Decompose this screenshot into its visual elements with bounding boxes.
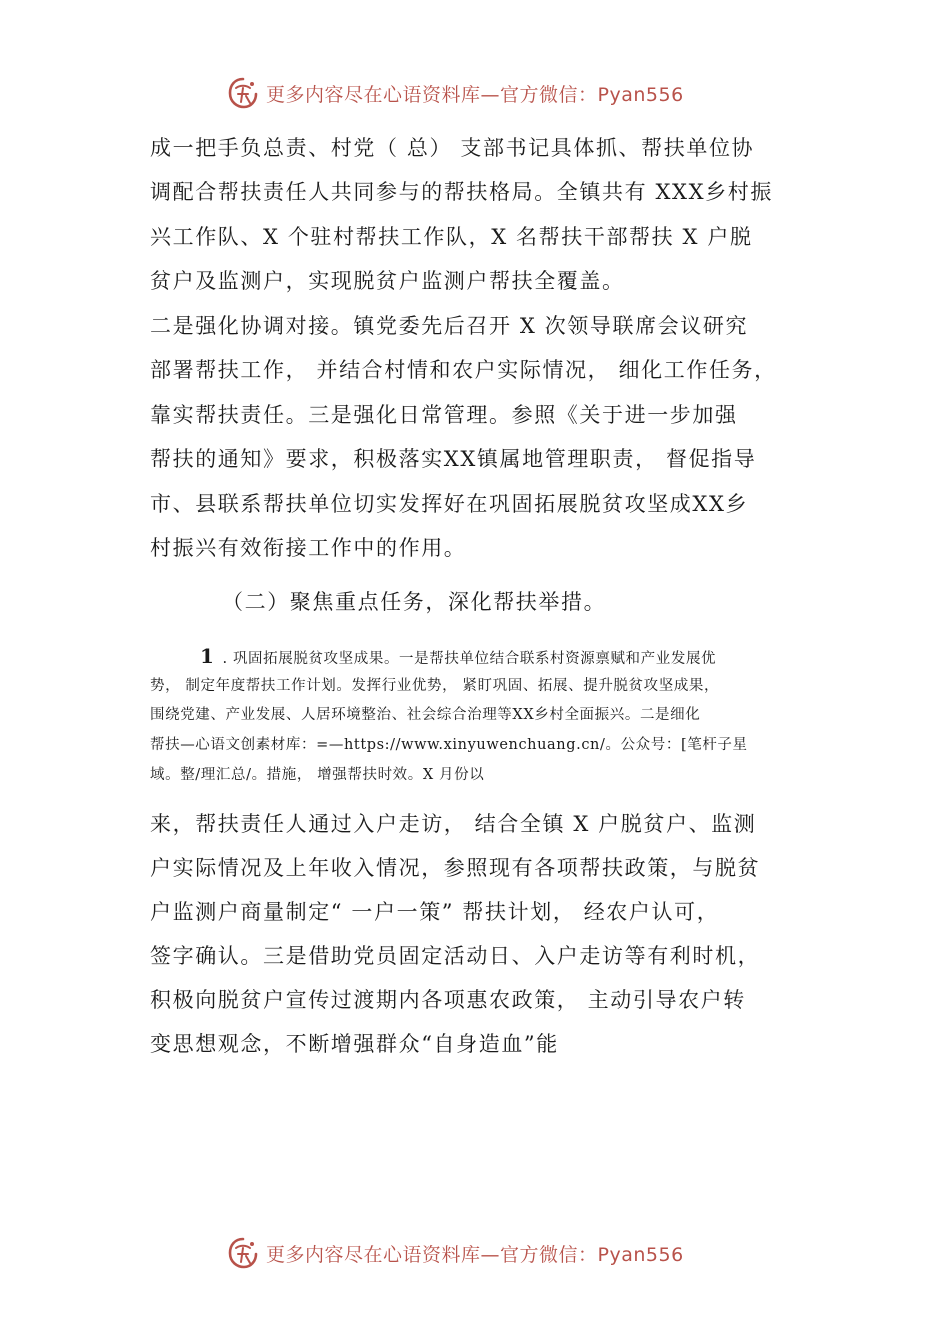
body-line: 帮扶的通知》要求，积极落实XX镇属地管理职责， 督促指导 — [150, 447, 757, 471]
body-line: 积极向脱贫户宣传过渡期内各项惠农政策， 主动引导农户转 — [150, 988, 746, 1012]
body-line: 变思想观念，不断增强群众“自身造血”能 — [150, 1032, 559, 1056]
header-banner — [226, 76, 726, 110]
banner-text: 更多内容尽在心语资料库—官方微信：Pyan556 — [266, 1243, 684, 1266]
body-line: 兴工作队、X 个驻村帮扶工作队，X 名帮扶干部帮扶 X 户脱 — [150, 225, 753, 249]
body-line: 调配合帮扶责任人共同参与的帮扶格局。全镇共有 XXX乡村振 — [150, 180, 773, 204]
body-line: 户实际情况及上年收入情况，参照现有各项帮扶政策，与脱贫 — [150, 856, 761, 880]
item-number: 1 — [200, 644, 215, 668]
body-line: 户监测户商量制定“ 一户一策” 帮扶计划， 经农户认可， — [150, 900, 720, 924]
small-line: . 巩固拓展脱贫攻坚成果。一是帮扶单位结合联系村资源禀赋和产业发展优 — [222, 651, 717, 667]
small-line: 势， 制定年度帮扶工作计划。发挥行业优势， 紧盯巩固、拓展、提升脱贫攻坚成果， — [150, 678, 720, 694]
small-line: 帮扶—心语文创素材库：=—https://www.xinyuwenchuang.cn/。公众号：[笔杆子星 — [150, 737, 748, 753]
body-line: 二是强化协调对接。镇党委先后召开 X 次领导联席会议研究 — [150, 314, 749, 338]
body-line: 靠实帮扶责任。三是强化日常管理。参照《关于进一步加强 — [150, 403, 738, 427]
small-line: 围绕党建、产业发展、人居环境整治、社会综合治理等XX乡村全面振兴。二是细化 — [150, 707, 701, 723]
item-first-line — [200, 644, 716, 668]
body-line: 贫户及监测户，实现脱贫户监测户帮扶全覆盖。 — [150, 269, 625, 293]
small-line: 域。整/理汇总/。措施， 增强帮扶时效。X 月份以 — [150, 767, 485, 783]
calligraphy-seal-icon — [226, 76, 260, 110]
body-line: 村振兴有效衔接工作中的作用。 — [150, 536, 467, 560]
calligraphy-seal-icon — [226, 1236, 260, 1270]
body-line: 市、县联系帮扶单位切实发挥好在巩固拓展脱贫攻坚成XX乡 — [150, 492, 749, 516]
body-line: 签字确认。三是借助党员固定活动日、入户走访等有利时机， — [150, 944, 761, 968]
body-line: 来，帮扶责任人通过入户走访， 结合全镇 X 户脱贫户、监测 — [150, 812, 757, 836]
footer-banner — [226, 1236, 726, 1270]
body-line: 成一把手负总责、村党（ 总） 支部书记具体抓、帮扶单位协 — [150, 136, 755, 160]
body-line: 部署帮扶工作， 并结合村情和农户实际情况， 细化工作任务， — [150, 358, 777, 382]
section-heading: （二）聚焦重点任务，深化帮扶举措。 — [222, 590, 607, 614]
banner-text: 更多内容尽在心语资料库—官方微信：Pyan556 — [266, 83, 684, 106]
